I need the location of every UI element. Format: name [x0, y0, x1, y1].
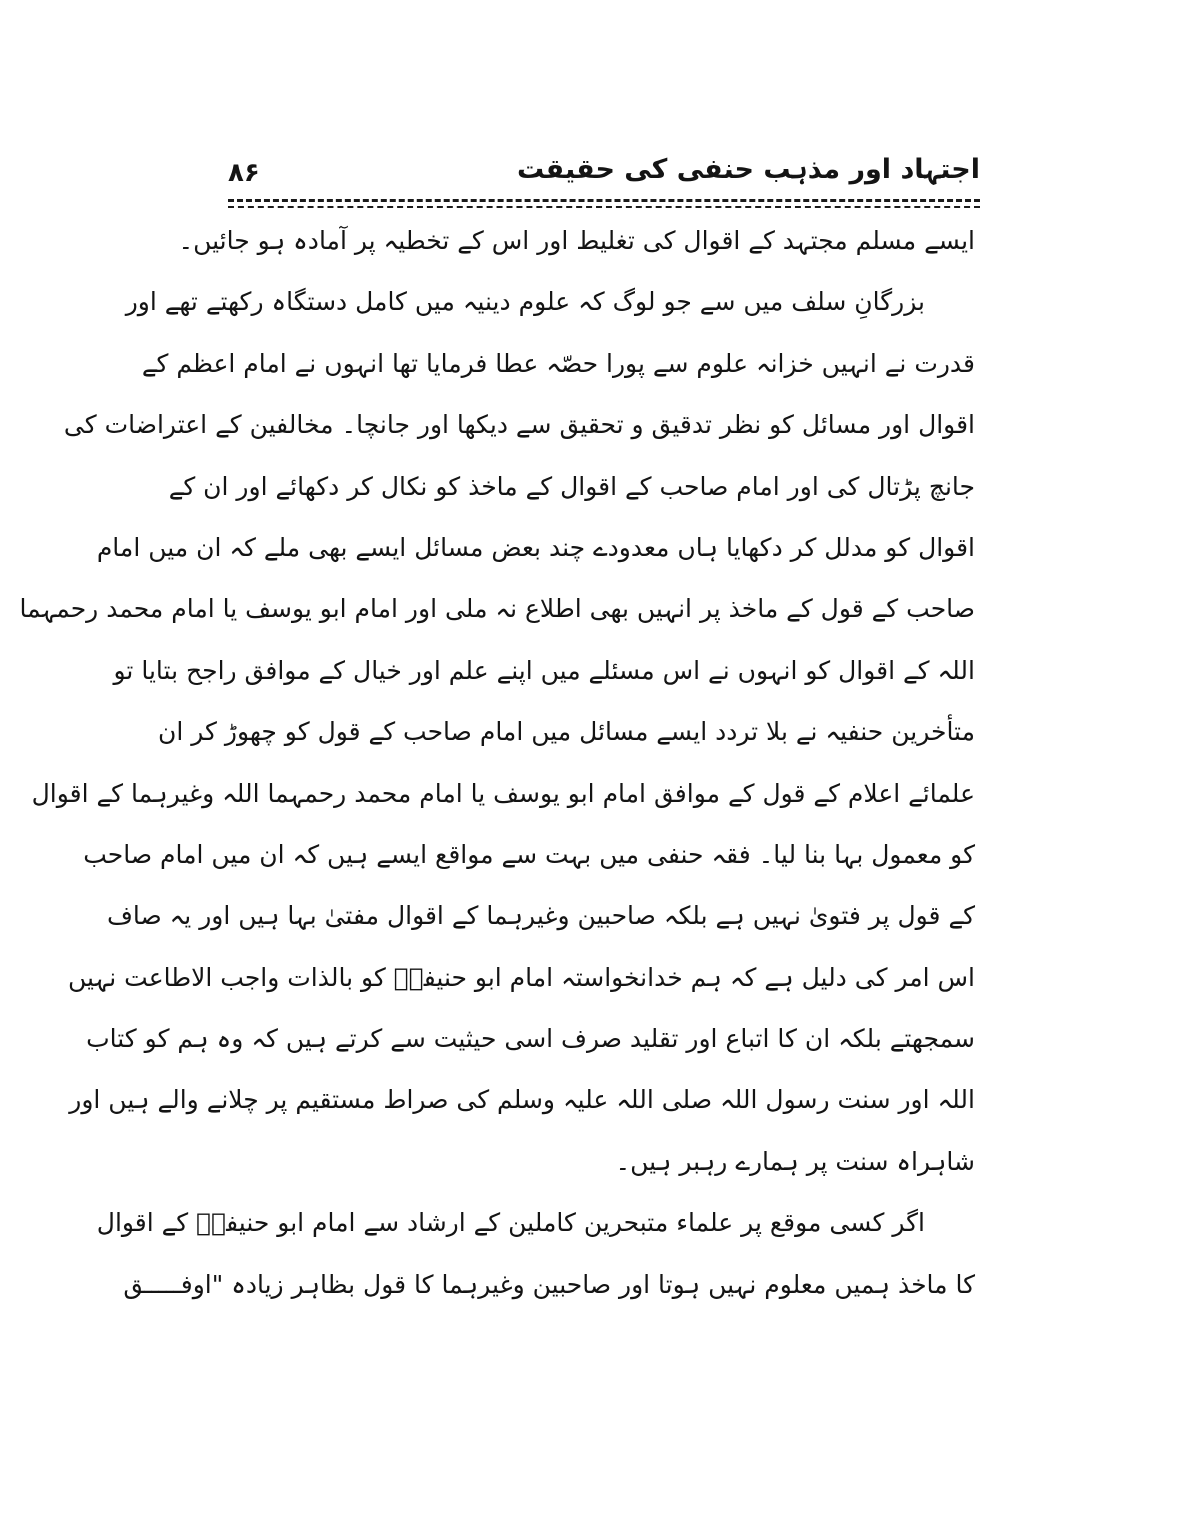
text-line: متأخرین حنفیہ نے بلا تردد ایسے مسائل میں امام صاحب کے قول کو چھوڑ کر ان	[158, 717, 975, 747]
text-line: بزرگانِ سلف میں سے جو لوگ کہ علوم دینیہ میں کامل دستگاہ رکھتے تھے اور	[125, 287, 925, 317]
text-line: قدرت نے انہیں خزانہ علوم سے پورا حصّہ عطا فرمایا تھا انہوں نے امام اعظم کے	[141, 348, 975, 378]
header-rule-bottom	[228, 206, 980, 208]
text-line: ایسے مسلم مجتہد کے اقوال کی تغلیط اور اس کے تخطیہ پر آمادہ ہو جائیں۔	[178, 226, 975, 255]
page-header	[228, 150, 980, 194]
text-line: اللہ کے اقوال کو انہوں نے اس مسئلے میں اپنے علم اور خیال کے موافق راجح بتایا تو	[113, 655, 975, 685]
text-line: اگر کسی موقع پر علماء متبحرین کاملین کے ارشاد سے امام ابو حنیفہؒ کے اقوال	[96, 1208, 925, 1238]
text-line: شاہراہ سنت پر ہمارے رہبر ہیں۔	[615, 1146, 975, 1176]
text-line: اقوال اور مسائل کو نظر تدقیق و تحقیق سے دیکھا اور جانچا۔ مخالفین کے اعتراضات کی	[63, 410, 975, 440]
page-number: ۸۶	[228, 158, 260, 188]
text-line: علمائے اعلام کے قول کے موافق امام ابو یوسف یا امام محمد رحمہما اللہ وغیرہما کے اقوال	[31, 778, 975, 808]
running-title: اجتہاد اور مذہب حنفی کی حقیقت	[516, 154, 980, 185]
text-line: جانچ پڑتال کی اور امام صاحب کے اقوال کے ماخذ کو نکال کر دکھائے اور ان کے	[168, 471, 975, 501]
text-line: اللہ اور سنت رسول اللہ صلی اللہ علیہ وسلم کی صراط مستقیم پر چلانے والے ہیں اور	[69, 1085, 975, 1115]
body-text	[19, 210, 975, 1315]
header-rule-top	[228, 199, 980, 202]
text-line: کے قول پر فتویٰ نہیں ہے بلکہ صاحبین وغیرہما کے اقوال مفتیٰ بہا ہیں اور یہ صاف	[106, 901, 975, 931]
text-line: کو معمول بہا بنا لیا۔ فقہ حنفی میں بہت سے مواقع ایسے ہیں کہ ان میں امام صاحب	[83, 839, 975, 869]
text-line: کا ماخذ ہمیں معلوم نہیں ہوتا اور صاحبین وغیرہما کا قول بظاہر زیادہ "اوفـــــق	[123, 1269, 975, 1299]
text-line: اس امر کی دلیل ہے کہ ہم خدانخواستہ امام ابو حنیفہؒ کو بالذات واجب الاطاعت نہیں	[68, 962, 975, 992]
text-line: صاحب کے قول کے ماخذ پر انہیں بھی اطلاع نہ ملی اور امام ابو یوسف یا امام محمد رحمہما	[19, 594, 975, 624]
text-line: اقوال کو مدلل کر دکھایا ہاں معدودے چند بعض مسائل ایسے بھی ملے کہ ان میں امام	[96, 532, 975, 562]
text-line: سمجھتے بلکہ ان کا اتباع اور تقلید صرف اسی حیثیت سے کرتے ہیں کہ وہ ہم کو کتاب	[86, 1024, 975, 1054]
